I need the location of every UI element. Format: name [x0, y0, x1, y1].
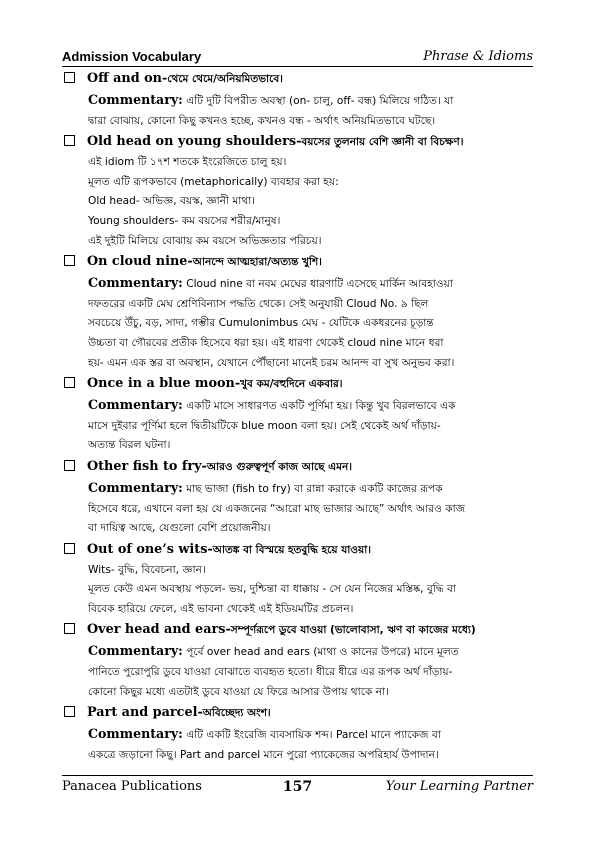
commentary-line [88, 334, 533, 354]
commentary-text: এটি একটি ইংরেজি ব্যবসায়িক শব্দ। Parcel মানে প্যাকেজ বা [182, 729, 441, 742]
commentary-line [88, 641, 533, 663]
checkbox-icon [64, 135, 75, 146]
commentary-text: মাছ ভাজা (fish to fry) বা রান্না করাকে একটি কাজের রূপক [182, 482, 443, 495]
idiom-meaning: অবিচ্ছেদ্য অংশ। [202, 707, 271, 720]
commentary-line [88, 478, 533, 500]
idiom-heading [62, 68, 533, 90]
commentary-text: এটি দুটি বিপরীত অবস্থা (on- চালু, off- বন্ধ) মিলিয়ে গঠিত। যা [182, 95, 454, 107]
idiom-meaning: সম্পূর্ণরূপে ডুবে যাওয়া (ভালোবাসা, ঋণ বা কাজের মধ্যে) [230, 624, 476, 637]
idiom-entry [62, 251, 533, 373]
commentary-text: একত্রে জড়ানো কিছু। Part and parcel মানে পুরো প্যাকেজের অপরিহার্য উপাদান। [88, 748, 439, 761]
checkbox-icon [64, 255, 75, 266]
idiom-entry [62, 131, 533, 251]
idiom-meaning: আনন্দে আত্মহারা/অত্যন্ত খুশি। [192, 256, 322, 269]
commentary-line [88, 173, 533, 193]
commentary-label: Commentary: [88, 479, 183, 495]
idiom-meaning: বয়সের তুলনায় বেশি জ্ঞানী বা বিচক্ষণ। [301, 136, 464, 149]
commentary-text: দফতরের একটি মেঘ শ্রেণিবিন্যাস পদ্ধতি থেকে। সেই অনুযায়ী Cloud No. ৯ ছিল [88, 297, 429, 310]
idiom-commentary [62, 153, 533, 251]
idiom-term: Out of one’s wits- [87, 541, 213, 557]
commentary-text: মূলত এটি রূপকভাবে (metaphorically) ব্যবহার করা হয়: [88, 175, 339, 188]
commentary-line [88, 561, 533, 581]
commentary-text: মূলত কেউ এমন অবস্থায় পড়লে- ভয়, দুশ্চিন্তা বা ধাক্কায় - সে যেন নিজের মস্তিষ্ক, বুদ্ধি বা [88, 583, 456, 596]
idiom-list [62, 68, 533, 765]
commentary-text: Wits- বুদ্ধি, বিবেচনা, জ্ঞান। [88, 563, 206, 576]
commentary-label: Commentary: [88, 397, 183, 413]
commentary-line [88, 192, 533, 212]
idiom-heading [62, 702, 533, 724]
checkbox-icon [64, 460, 75, 471]
commentary-line [88, 212, 533, 232]
commentary-text: Cloud nine বা নবম মেঘের ধারণাটি এসেছে মার্কিন আবহাওয়া [182, 278, 453, 291]
idiom-entry [62, 456, 533, 539]
idiom-commentary [62, 478, 533, 539]
idiom-term: Off and on- [87, 71, 168, 86]
commentary-line [88, 273, 533, 295]
page-footer [62, 775, 533, 801]
idiom-commentary [62, 273, 533, 373]
idiom-heading [62, 619, 533, 641]
commentary-line [88, 436, 533, 456]
commentary-line [88, 112, 533, 132]
commentary-text: একটি মাসে সাধারণত একটি পূর্ণিমা হয়। কিন্তু খুব বিরলভাবে এক [182, 400, 456, 413]
tagline: Your Learning Partner [385, 779, 533, 794]
idiom-commentary [62, 724, 533, 765]
idiom-entry [62, 68, 533, 131]
commentary-text: Old head- অভিজ্ঞ, বয়স্ক, জ্ঞানী মাথা। [88, 195, 256, 208]
idiom-heading [62, 456, 533, 478]
idiom-term: On cloud nine- [87, 254, 193, 270]
commentary-text: পানিতে পুরোপুরি ডুবে যাওয়া বোঝাতে ব্যবহৃত হতো। ধীরে ধীরে এর রূপক অর্থ দাঁড়ায়- [88, 666, 453, 679]
section-title: Phrase & Idioms [423, 49, 533, 64]
publisher-name: Panacea Publications [62, 779, 202, 794]
commentary-text: এই idiom টি ১৭শ শতকে ইংরেজিতে চালু হয়। [88, 156, 287, 169]
commentary-text: দ্বারা বোঝায়, কোনো কিছু কখনও হচ্ছে, কখনও বন্ধ - অর্থাৎ অনিয়মিতভাবে ঘটছে। [88, 114, 436, 127]
commentary-label: Commentary: [88, 92, 183, 107]
idiom-commentary [62, 90, 533, 131]
commentary-label: Commentary: [88, 643, 183, 659]
idiom-heading [62, 131, 533, 153]
commentary-line [88, 746, 533, 766]
commentary-label: Commentary: [88, 726, 183, 742]
idiom-term: Old head on young shoulders- [87, 134, 302, 150]
commentary-text: অত্যন্ত বিরল ঘটনা। [88, 439, 171, 452]
commentary-text: Young shoulders- কম বয়সের শরীর/মানুষ। [88, 214, 281, 227]
commentary-line [88, 724, 533, 746]
commentary-line [88, 417, 533, 437]
checkbox-icon [64, 623, 75, 634]
commentary-line [88, 90, 533, 112]
idiom-meaning: আতঙ্ক বা বিস্ময়ে হতবুদ্ধি হয়ে যাওয়া। [212, 543, 372, 556]
idiom-term: Over head and ears- [87, 622, 231, 638]
idiom-term: Other fish to fry- [87, 458, 207, 474]
commentary-text: সবচেয়ে উঁচু, বড়, সাদা, গম্ভীর Cumulonimbus মেঘ - যেটিকে একধরনের চূড়ান্ত [88, 317, 434, 330]
commentary-line [88, 683, 533, 703]
idiom-heading [62, 251, 533, 273]
commentary-line [88, 153, 533, 173]
commentary-line [88, 519, 533, 539]
commentary-line [88, 663, 533, 683]
page-header [62, 44, 533, 67]
checkbox-icon [64, 706, 75, 717]
commentary-line [88, 354, 533, 374]
book-title: Admission Vocabulary [62, 49, 202, 64]
idiom-entry [62, 373, 533, 456]
page-number: 157 [282, 779, 313, 795]
commentary-line [88, 295, 533, 315]
commentary-text: হয়- এমন এক স্তর বা অবস্থান, যেখানে পৌঁছানো মানেই চরম আনন্দ বা সুখ অনুভব করা। [88, 356, 455, 369]
commentary-text: মাসে দুইবার পূর্ণিমা হলে দ্বিতীয়টিকে blue moon বলা হয়। সেই থেকেই অর্থ দাঁড়ায়- [88, 419, 441, 432]
idiom-commentary [62, 561, 533, 620]
commentary-line [88, 580, 533, 600]
idiom-heading [62, 539, 533, 561]
idiom-term: Part and parcel- [87, 705, 203, 721]
commentary-text: উচ্চতা বা গৌরবের প্রতীক হিসেবে ধরা হয়। এই ধারণা থেকেই cloud nine মানে ধরা [88, 336, 444, 349]
commentary-text: কোনো কিছুর মধ্যে এতটাই ডুবে যাওয়া যে ফিরে আসার উপায় থাকে না। [88, 685, 389, 698]
idiom-commentary [62, 395, 533, 456]
commentary-line [88, 232, 533, 252]
idiom-heading [62, 373, 533, 395]
idiom-meaning: খুব কম/বহুদিনে একবার। [240, 378, 343, 391]
commentary-line [88, 600, 533, 620]
commentary-text: হিসেবে ধরে, এখানে বলা হয় যে একজনের “আরো মাছ ভাজার আছে” অর্থাৎ আরও কাজ [88, 502, 466, 515]
checkbox-icon [64, 377, 75, 388]
commentary-text: বা দায়িত্ব আছে, যেগুলো বেশি প্রয়োজনীয়। [88, 522, 271, 535]
commentary-line [88, 395, 533, 417]
idiom-term: Once in a blue moon- [87, 376, 241, 392]
commentary-line [88, 314, 533, 334]
idiom-meaning: থেমে থেমে/অনিয়মিতভাবে। [167, 73, 283, 85]
checkbox-icon [64, 543, 75, 554]
commentary-line [88, 500, 533, 520]
commentary-text: এই দুইটি মিলিয়ে বোঝায় কম বয়সে অভিজ্ঞতার পরিচয়। [88, 234, 322, 247]
commentary-text: পূর্বে over head and ears (মাথা ও কানের উপরে) মানে মূলত [182, 646, 459, 659]
commentary-text: বিবেক হারিয়ে ফেলে, এই ভাবনা থেকেই এই ইডিয়মটির প্রচলন। [88, 602, 354, 615]
idiom-entry [62, 539, 533, 620]
idiom-entry [62, 702, 533, 765]
idiom-meaning: আরও গুরুত্বপূর্ণ কাজ আছে এমন। [206, 460, 353, 473]
idiom-entry [62, 619, 533, 702]
idiom-commentary [62, 641, 533, 702]
checkbox-icon [64, 72, 75, 83]
commentary-label: Commentary: [88, 275, 183, 291]
